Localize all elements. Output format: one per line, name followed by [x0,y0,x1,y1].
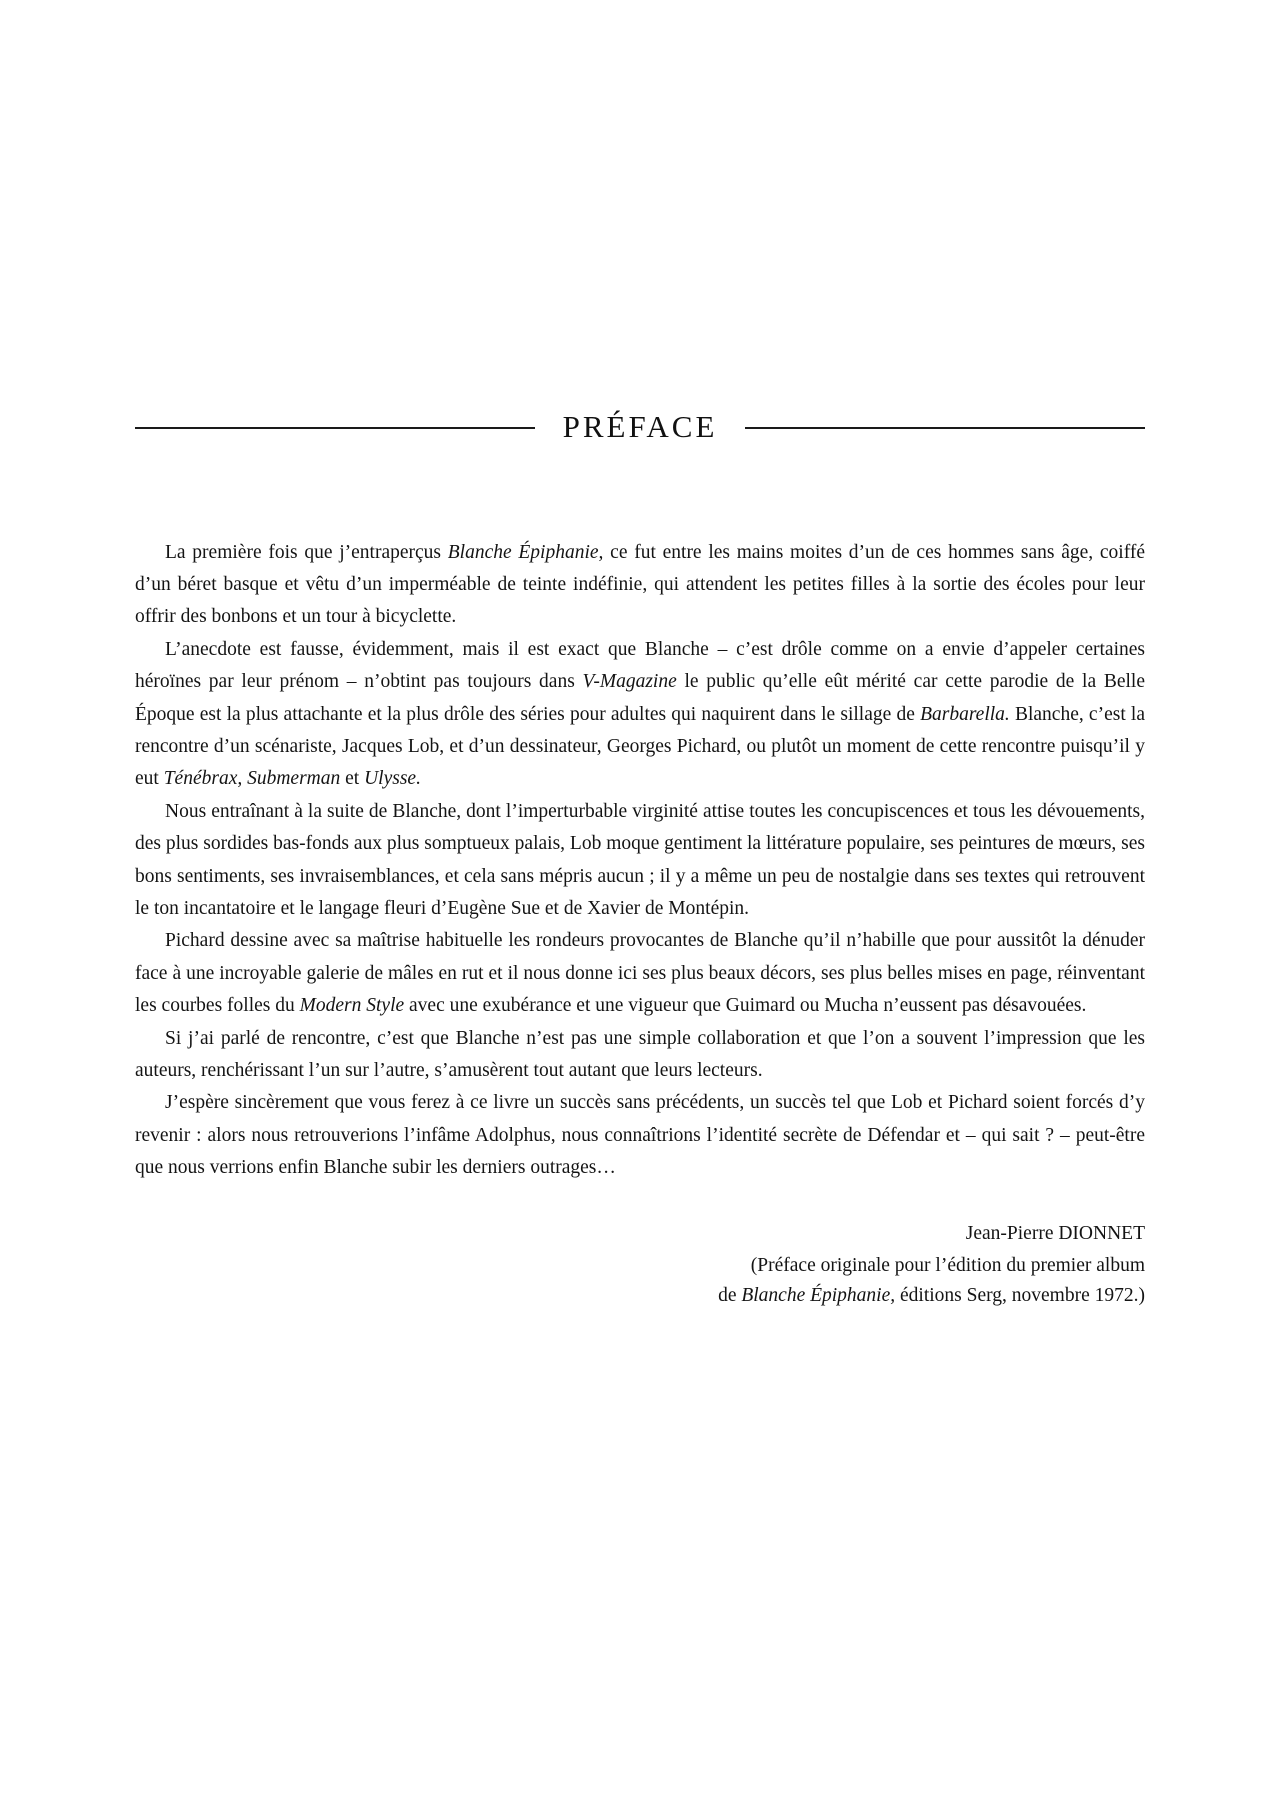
italic-title: Blanche Épiphanie, [447,541,604,563]
preface-body [135,537,1145,1185]
text-run: J’espère sincèrement que vous ferez à ce livre un succès sans précédents, un succès tel que Lob et Pichard soient forcés d’y revenir : alors nous retrouverions l’infâme Adolphus, nous connaîtrions l’identité secrète de Défendar et – qui sait ? – peut-être que nous verrions enfin Blanche subir les derniers outrages… [135,1092,1145,1179]
signature-note-line-2 [135,1281,1145,1311]
text-run: Nous entraînant à la suite de Blanche, dont l’imperturbable virginité attise toutes les concupiscences et tous les dévouements, des plus sordides bas-fonds aux plus somptueux palais, Lob moque gentiment la littérature populaire, ses peintures de mœurs, ses bons sentiments, ses invraisemblances, et cela sans mépris aucun ; il y a même un peu de nostalgie dans ses textes qui retrouvent le ton incantatoire et le langage fleuri d’Eugène Sue et de Xavier de Montépin. [135,800,1146,919]
page-content [135,390,1145,1311]
text-run: de [718,1284,742,1306]
paragraph-4 [135,925,1145,1022]
text-run: avec une exubérance et une vigueur que Guimard ou Mucha n’eussent pas désavouées. [404,995,1087,1017]
italic-title: Ulysse. [364,768,421,790]
italic-title: Blanche Épiphanie, [741,1284,896,1306]
italic-title: Modern Style [299,995,405,1017]
text-run: ce fut entre les mains moites d’un de ces hommes sans âge, coiffé d’un béret basque et vêtu d’un imperméable de teinte indéfinie, qui attendent les petites filles à la sortie des écoles pour leur offrir des bonbons et un tour à bicyclette. [135,541,1146,628]
text-run: éditions Serg, novembre 1972.) [895,1284,1145,1306]
italic-title: V-Magazine [582,671,677,693]
italic-title: Ténébrax, Submerman [163,768,341,790]
text-run: et [340,768,365,790]
signature-author: Jean-Pierre DIONNET [965,1222,1145,1244]
paragraph-2 [135,634,1145,796]
text-run: Si j’ai parlé de rencontre, c’est que Blanche n’est pas une simple collaboration et que l’on a souvent l’impression que les auteurs, renchérissant l’un sur l’autre, s’amusèrent tout autant que leurs lecteurs. [135,1027,1145,1082]
signature-note-line-1: (Préface originale pour l’édition du premier album [750,1254,1145,1276]
paragraph-6 [135,1087,1145,1184]
italic-title: Barbarella. [920,703,1010,725]
paragraph-5 [135,1023,1145,1088]
paragraph-1 [135,537,1145,634]
page-title: PRÉFACE [562,408,718,444]
signature-block [135,1219,1145,1311]
text-run: Pichard dessine avec sa maîtrise habituelle les rondeurs provocantes de Blanche qu’il n’habille que pour aussitôt la dénuder face à une incroyable galerie de mâles en rut et il nous donne ici ses plus beaux décors, ses plus belles mises en page, réinventant les courbes folles du [135,930,1145,1017]
text-run: L’anecdote est fausse, évidemment, mais il est exact que Blanche – c’est drôle comme on a envie d’appeler certaines héroïnes par leur prénom – n’obtint pas toujours dans [135,638,1145,693]
paragraph-3 [135,796,1145,926]
title-rule-left [135,427,535,429]
text-run: Blanche, c’est la rencontre d’un scénariste, Jacques Lob, et d’un dessinateur, Georges Pichard, ou plutôt un moment de cette rencontre puisqu’il y eut [135,703,1145,790]
page-title-row [135,390,1145,467]
title-rule-right [745,427,1145,429]
text-run: La première fois que j’entraperçus [165,541,448,563]
text-run: le public qu’elle eût mérité car cette parodie de la Belle Époque est la plus attachante et la plus drôle des séries pour adultes qui naquirent dans le sillage de [135,671,1145,725]
